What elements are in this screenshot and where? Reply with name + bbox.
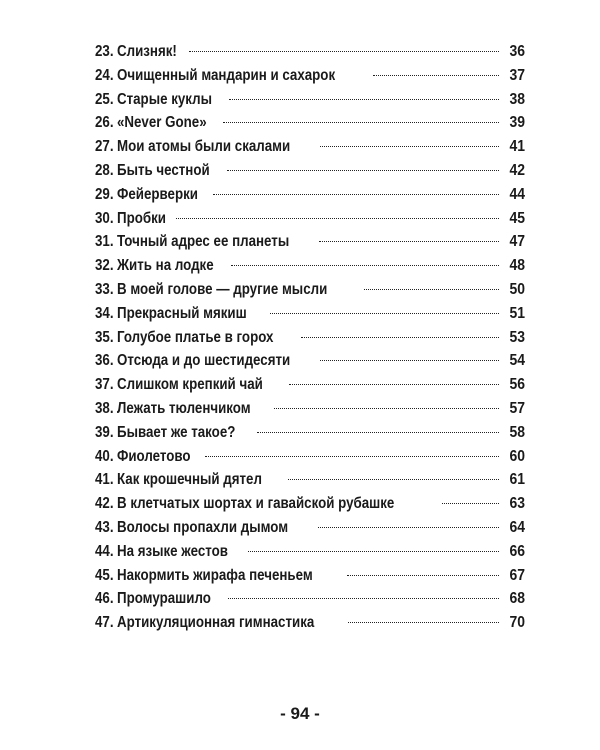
toc-entry-text: В моей голове — другие мысли <box>116 280 328 298</box>
toc-entry <box>95 373 525 397</box>
toc-entry-page: 37 <box>509 66 525 84</box>
toc-dot-leader <box>364 289 499 290</box>
toc-entry-page: 48 <box>509 257 525 275</box>
toc-entry-number: 40. <box>95 447 114 465</box>
toc-entry-text: Прекрасный мякиш <box>116 304 247 322</box>
toc-entry <box>95 611 525 635</box>
toc-entry-text: Слишком крепкий чай <box>116 376 263 394</box>
toc-entry-number: 34. <box>95 304 114 322</box>
toc-entry <box>95 302 525 326</box>
toc-entry-text: Накормить жирафа печеньем <box>116 566 313 584</box>
toc-entry-title <box>95 302 247 326</box>
toc-entry-page: 45 <box>509 209 525 227</box>
toc-entry-number: 29. <box>95 185 114 203</box>
toc-entry <box>95 159 525 183</box>
toc-entry-page: 42 <box>509 161 525 179</box>
toc-entry-text: Жить на лодке <box>116 257 214 275</box>
toc-entry-title <box>95 88 212 112</box>
toc-entry-number: 24. <box>95 66 114 84</box>
toc-entry <box>95 40 525 64</box>
toc-entry <box>95 397 525 421</box>
toc-dot-leader <box>205 456 499 457</box>
toc-entry-text: Отсюда и до шестидесяти <box>116 352 291 370</box>
toc-entry-page: 64 <box>509 518 525 536</box>
toc-dot-leader <box>231 265 499 266</box>
toc-entries <box>95 40 525 635</box>
toc-entry <box>95 445 525 469</box>
toc-entry-page: 63 <box>509 495 525 513</box>
toc-entry-text: Пробки <box>116 209 166 227</box>
toc-entry-title <box>95 40 177 64</box>
toc-entry-title <box>95 111 207 135</box>
toc-entry-text: Бывает же такое? <box>116 423 236 441</box>
toc-entry-page: 60 <box>509 447 525 465</box>
toc-dot-leader <box>319 241 499 242</box>
toc-dot-leader <box>347 575 499 576</box>
toc-entry <box>95 64 525 88</box>
toc-entry-text: Слизняк! <box>116 43 177 60</box>
toc-entry-title <box>95 564 313 588</box>
toc-entry <box>95 88 525 112</box>
toc-entry-page: 57 <box>509 399 525 417</box>
toc-entry-text: Промурашило <box>116 590 211 608</box>
toc-entry-number: 47. <box>95 614 114 632</box>
toc-entry-title <box>95 468 262 492</box>
toc-entry <box>95 516 525 540</box>
toc-entry <box>95 349 525 373</box>
toc-entry-number: 31. <box>95 233 114 251</box>
toc-entry-page: 36 <box>509 43 525 60</box>
toc-entry-title <box>95 230 289 254</box>
toc-entry-page: 61 <box>509 471 525 489</box>
toc-entry-number: 38. <box>95 399 114 417</box>
toc-dot-leader <box>257 432 499 433</box>
toc-entry-text: Голубое платье в горох <box>116 328 274 346</box>
toc-entry-title <box>95 135 290 159</box>
toc-entry-page: 67 <box>509 566 525 584</box>
toc-entry <box>95 540 525 564</box>
toc-dot-leader <box>176 218 499 219</box>
toc-entry <box>95 421 525 445</box>
toc-dot-leader <box>320 146 499 147</box>
toc-entry-number: 35. <box>95 328 114 346</box>
toc-entry <box>95 326 525 350</box>
toc-entry-number: 36. <box>95 352 114 370</box>
toc-entry-number: 44. <box>95 542 114 560</box>
toc-entry-number: 25. <box>95 90 114 108</box>
toc-entry-title <box>95 183 198 207</box>
toc-dot-leader <box>348 622 499 623</box>
toc-entry-page: 58 <box>509 423 525 441</box>
toc-entry-title <box>95 159 210 183</box>
toc-entry-page: 51 <box>509 304 525 322</box>
toc-entry-text: Мои атомы были скалами <box>116 138 291 156</box>
toc-dot-leader <box>320 360 499 361</box>
toc-dot-leader <box>274 408 499 409</box>
toc-entry-title <box>95 397 251 421</box>
toc-entry <box>95 183 525 207</box>
toc-entry <box>95 230 525 254</box>
toc-dot-leader <box>248 551 499 552</box>
toc-entry-number: 32. <box>95 257 114 275</box>
toc-dot-leader <box>442 503 499 504</box>
toc-entry-title <box>95 516 288 540</box>
toc-entry-title <box>95 540 228 564</box>
toc-entry-number: 37. <box>95 376 114 394</box>
toc-entry-page: 39 <box>509 114 525 132</box>
toc-entry-title <box>95 445 191 469</box>
toc-entry-number: 23. <box>95 43 114 60</box>
toc-entry-text: Лежать тюленчиком <box>116 399 251 417</box>
toc-entry-number: 46. <box>95 590 114 608</box>
toc-entry-title <box>95 421 235 445</box>
toc-entry-number: 26. <box>95 114 114 132</box>
toc-entry <box>95 278 525 302</box>
toc-entry-text: Точный адрес ее планеты <box>116 233 290 251</box>
toc-dot-leader <box>228 598 499 599</box>
toc-entry-text: Фейерверки <box>116 185 198 203</box>
toc-dot-leader <box>318 527 499 528</box>
page-number: - 94 - <box>280 704 320 723</box>
toc-entry-page: 68 <box>509 590 525 608</box>
toc-entry <box>95 111 525 135</box>
toc-entry-title <box>95 254 214 278</box>
table-of-contents <box>95 40 525 635</box>
toc-entry-page: 47 <box>509 233 525 251</box>
toc-entry-title <box>95 278 327 302</box>
toc-entry <box>95 468 525 492</box>
toc-entry-number: 30. <box>95 209 114 227</box>
toc-entry-number: 33. <box>95 280 114 298</box>
toc-entry-title <box>95 349 290 373</box>
toc-entry-number: 42. <box>95 495 114 513</box>
toc-entry-page: 44 <box>509 185 525 203</box>
toc-entry-text: На языке жестов <box>116 542 228 560</box>
toc-dot-leader <box>373 75 499 76</box>
toc-entry-title <box>95 373 263 397</box>
toc-entry-page: 56 <box>509 376 525 394</box>
toc-entry-text: В клетчатых шортах и гавайской рубашке <box>116 495 395 513</box>
toc-dot-leader <box>270 313 499 314</box>
toc-entry-title <box>95 587 211 611</box>
toc-entry-title <box>95 326 273 350</box>
toc-entry-number: 28. <box>95 161 114 179</box>
toc-entry-number: 43. <box>95 518 114 536</box>
toc-entry-text: Быть честной <box>116 161 210 179</box>
toc-entry-page: 50 <box>509 280 525 298</box>
toc-entry <box>95 207 525 231</box>
toc-entry-text: Фиолетово <box>116 447 191 465</box>
toc-entry-number: 41. <box>95 471 114 489</box>
toc-entry <box>95 254 525 278</box>
toc-entry <box>95 564 525 588</box>
toc-dot-leader <box>213 194 499 195</box>
toc-dot-leader <box>289 384 499 385</box>
toc-entry <box>95 492 525 516</box>
toc-entry-number: 27. <box>95 138 114 156</box>
toc-entry-title <box>95 492 394 516</box>
toc-entry-page: 38 <box>509 90 525 108</box>
toc-entry-text: Волосы пропахли дымом <box>116 518 289 536</box>
toc-entry-title <box>95 207 166 231</box>
toc-entry <box>95 135 525 159</box>
toc-entry-text: Очищенный мандарин и сахарок <box>116 66 336 84</box>
toc-dot-leader <box>189 51 499 52</box>
toc-entry-text: «Never Gone» <box>116 114 207 132</box>
toc-entry-page: 41 <box>509 138 525 156</box>
toc-entry-page: 70 <box>509 614 525 632</box>
toc-entry-number: 39. <box>95 423 114 441</box>
toc-entry-page: 54 <box>509 352 525 370</box>
toc-entry-page: 53 <box>509 328 525 346</box>
toc-entry-text: Старые куклы <box>116 90 212 108</box>
toc-dot-leader <box>301 337 499 338</box>
toc-entry-text: Как крошечный дятел <box>116 471 262 489</box>
toc-dot-leader <box>288 479 499 480</box>
toc-entry <box>95 587 525 611</box>
toc-dot-leader <box>229 99 499 100</box>
toc-entry-number: 45. <box>95 566 114 584</box>
toc-dot-leader <box>223 122 499 123</box>
toc-entry-title <box>95 64 335 88</box>
toc-entry-title <box>95 611 314 635</box>
toc-entry-text: Артикуляционная гимнастика <box>116 614 315 632</box>
toc-entry-page: 66 <box>509 542 525 560</box>
toc-dot-leader <box>227 170 499 171</box>
